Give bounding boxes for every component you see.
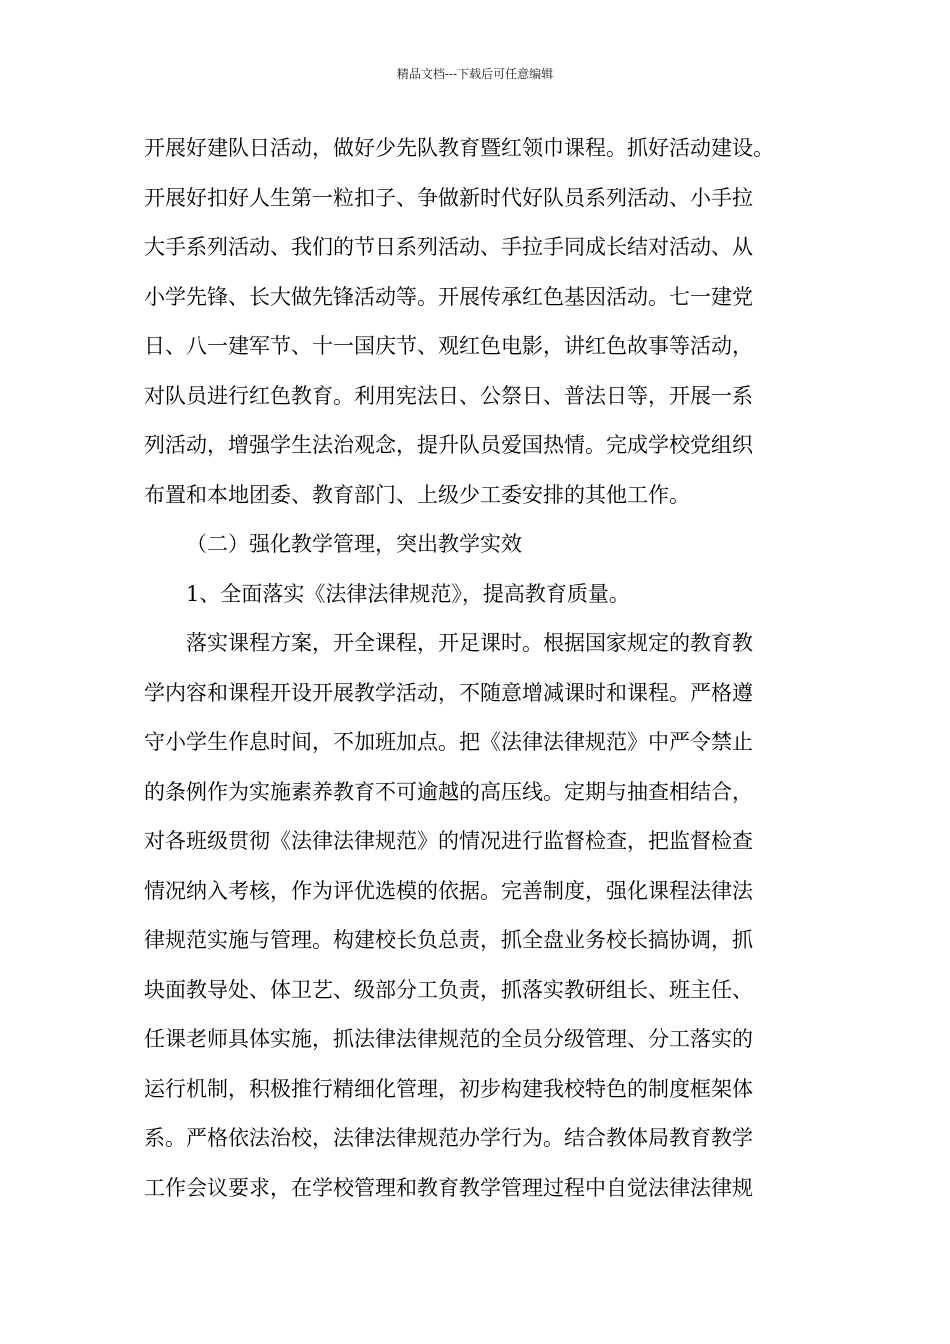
- text-line: 系。严格依法治校，法律法律规范办学行为。结合教体局教育教学: [144, 1126, 753, 1150]
- text-line: 学内容和课程开设开展教学活动，不随意增减课时和课程。严格遵: [144, 680, 753, 705]
- text-line: 布置和本地团委、教育部门、上级少工委安排的其他工作。: [144, 482, 690, 507]
- text-line: 工作会议要求，在学校管理和教育教学管理过程中自觉法律法律规: [144, 1175, 753, 1200]
- section-heading: （二）强化教学管理，突出教学实效: [186, 532, 522, 556]
- text-line: 开展好建队日活动，做好少先队教育暨红领巾课程。抓好活动建设。: [144, 136, 774, 160]
- text-line: 小学先锋、长大做先锋活动等。开展传承红色基因活动。七一建党: [144, 284, 753, 309]
- text-line: 运行机制，积极推行精细化管理，初步构建我校特色的制度框架体: [144, 1076, 753, 1101]
- text-line: 情况纳入考核，作为评优选模的依据。完善制度，强化课程法律法: [144, 878, 753, 903]
- document-body: [144, 124, 816, 1213]
- text-line: 的条例作为实施素养教育不可逾越的高压线。定期与抽查相结合，: [144, 779, 753, 804]
- page-header: 精品文档---下载后可任意编辑: [396, 67, 554, 81]
- text-line: 开展好扣好人生第一粒扣子、争做新时代好队员系列活动、小手拉: [144, 185, 753, 210]
- text-line: 守小学生作息时间，不加班加点。把《法律法律规范》中严令禁止: [144, 730, 753, 754]
- text-line: 对队员进行红色教育。利用宪法日、公祭日、普法日等，开展一系: [144, 383, 753, 408]
- text-line: 列活动，增强学生法治观念，提升队员爱国热情。完成学校党组织: [144, 433, 753, 457]
- text-line: 落实课程方案，开全课程，开足课时。根据国家规定的教育教: [186, 631, 753, 655]
- text-line: 块面教导处、体卫艺、级部分工负责，抓落实教研组长、班主任、: [144, 977, 753, 1002]
- text-line: 律规范实施与管理。构建校长负总责，抓全盘业务校长搞协调，抓: [144, 928, 753, 952]
- text-line: 日、八一建军节、十一国庆节、观红色电影，讲红色故事等活动，: [144, 334, 753, 358]
- text-line: 大手系列活动、我们的节日系列活动、手拉手同成长结对活动、从: [144, 235, 753, 259]
- text-line: 对各班级贯彻《法律法律规范》的情况进行监督检查，把监督检查: [144, 829, 753, 853]
- text-line: 任课老师具体实施，抓法律法律规范的全员分级管理、分工落实的: [144, 1027, 753, 1051]
- subsection-heading: 1、全面落实《法律法律规范》，提高教育质量。: [186, 581, 630, 606]
